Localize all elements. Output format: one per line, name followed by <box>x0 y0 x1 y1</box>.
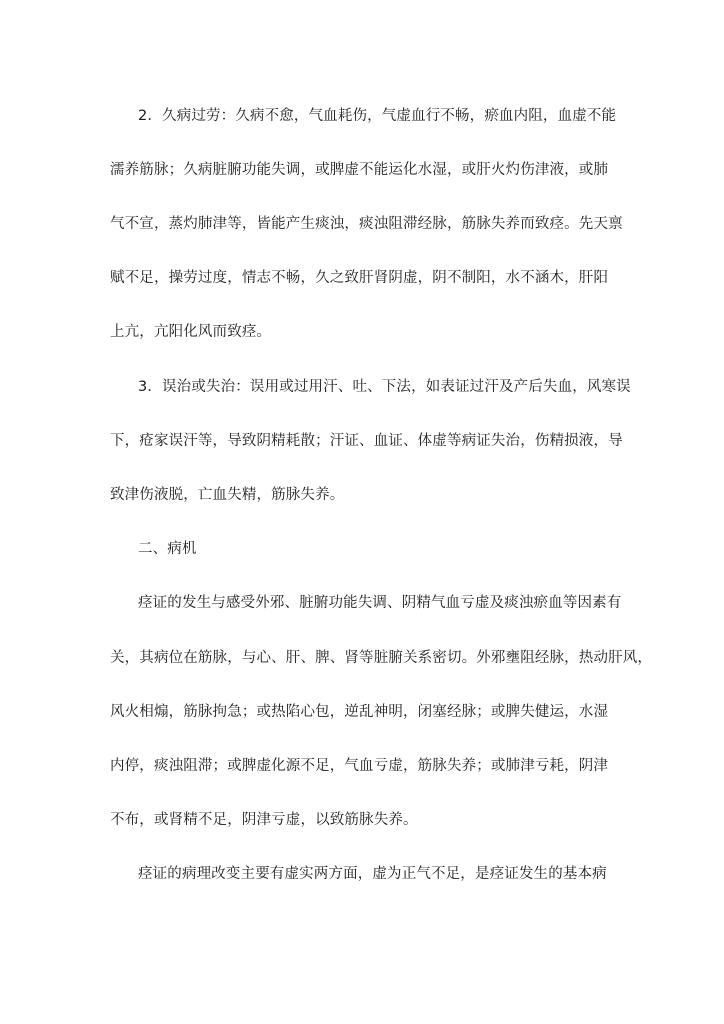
text-line-1: 2．久病过劳：久病不愈，气血耗伤，气虚血行不畅，瘀血内阻，血虚不能 <box>138 108 617 124</box>
text-line-12: 风火相煽，筋脉拘急；或热陷心包，逆乱神明，闭塞经脉；或脾失健运，水湿 <box>110 704 609 720</box>
text-line-3: 气不宣，蒸灼肺津等，皆能产生痰浊，痰浊阻滞经脉，筋脉失养而致痉。先天禀 <box>110 216 623 232</box>
text-line-7: 下，疮家误汗等，导致阴精耗散；汗证、血证、体虚等病证失治，伤精损液，导 <box>110 433 623 449</box>
text-line-11: 关，其病位在筋脉，与心、肝、脾、肾等脏腑关系密切。外邪壅阻经脉，热动肝风， <box>110 650 653 666</box>
text-line-5: 上亢，亢阳化风而致痉。 <box>110 324 272 340</box>
text-line-8: 致津伤液脱，亡血失精，筋脉失养。 <box>110 487 345 503</box>
text-line-13: 内停，痰浊阻滞；或脾虚化源不足，气血亏虚，筋脉失养；或肺津亏耗，阴津 <box>110 758 609 774</box>
text-line-14: 不布，或肾精不足，阴津亏虚，以致筋脉失养。 <box>110 812 418 828</box>
section-heading: 二、病机 <box>138 541 197 557</box>
text-line-15: 痉证的病理改变主要有虚实两方面，虚为正气不足，是痉证发生的基本病 <box>138 866 607 882</box>
text-line-10: 痉证的发生与感受外邪、脏腑功能失调、阴精气血亏虚及痰浊瘀血等因素有 <box>138 595 622 611</box>
text-line-6: 3．误治或失治：误用或过用汗、吐、下法，如表证过汗及产后失血，风寒误 <box>138 379 631 395</box>
text-line-4: 赋不足，操劳过度，情志不畅，久之致肝肾阴虚，阴不制阳，水不涵木，肝阳 <box>110 270 609 286</box>
text-line-2: 濡养筋脉；久病脏腑功能失调，或脾虚不能运化水湿，或肝火灼伤津液，或肺 <box>110 162 609 178</box>
